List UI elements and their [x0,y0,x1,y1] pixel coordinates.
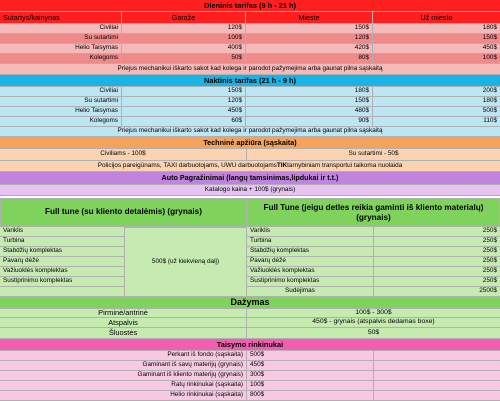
tune-left-price [124,227,247,297]
table-row [0,24,500,34]
price-cell: 120$ [246,34,373,43]
kit-label: Helio rinkinukai (sąskaita) [0,391,247,400]
list-item [247,237,500,247]
tune-part-label: Variklis [247,227,374,236]
kit-label: Ratų rinkinukai (sąskaita) [0,381,247,390]
inspection-title: Techninė apžiūra (sąskaita) [203,137,297,147]
price-cell: 180$ [482,97,497,105]
table-row [0,328,500,339]
row-label: Helio Taisymas [0,44,122,53]
tune-left-title [0,198,247,227]
paint-title: Dažymas [230,297,270,307]
paint-item-price: 50$ [367,328,380,336]
list-item [247,227,500,237]
table-row [0,381,500,391]
row-label: Helio Taisymas [0,107,122,116]
kit-price: 800$ [247,391,374,400]
table-row [0,391,500,401]
inspection-note-emphasis: TIK [276,161,288,169]
price-cell: 100$ [122,34,246,43]
table-row [0,371,500,381]
kit-price: 450$ [247,361,374,370]
price-cell: 150$ [246,24,373,33]
header-city: Mieste [246,12,373,23]
price-cell: 420$ [246,44,373,53]
list-item [247,287,500,297]
tune-right-title [247,198,500,227]
row-label: Civiliai [0,24,122,33]
tune-part-price: 250$ [482,277,497,285]
paint-item-label: Atspalvis [0,318,247,327]
table-row [0,309,500,318]
list-item [0,267,124,277]
price-cell: 180$ [482,24,497,32]
inspection-note-after: tarnybiniam transportui taikoma nuolaida [287,161,403,169]
tune-part-price: 250$ [482,267,497,275]
inspection-price-row [0,149,500,161]
empty-cell [374,391,500,400]
list-item [247,267,500,277]
price-cell: 120$ [122,24,246,33]
empty-cell [374,361,500,370]
tune-part-label: Sustiprinimo komplektas [3,277,73,285]
row-label: Kolegoms [0,117,122,126]
tune-part-label: Turbina [247,237,374,246]
kit-price: 100$ [247,381,374,390]
kits-title: Taisymo rinkinukai [216,339,284,349]
empty-cell [374,371,500,380]
tune-part-label: Sudėjimas [247,287,374,296]
row-label: Civiliai [0,87,122,96]
list-item [0,277,124,287]
price-cell: 150$ [482,34,497,42]
row-label: Su sutartimi [0,34,122,43]
kit-price: 500$ [247,351,374,360]
list-item [0,257,124,267]
kit-label: Perkant iš fondo (sąskaita) [0,351,247,360]
table-row [0,361,500,371]
tune-part-price: 2500$ [479,287,497,295]
table-row [0,117,500,127]
paint-item-price: 450$ - grynais (atspalvis dedamas boxe) [312,318,435,326]
list-item [247,277,500,287]
day-note-row [0,64,500,75]
inspection-note-row [0,161,500,172]
night-title: Naktinis tarifas (21 h - 9 h) [204,75,296,85]
auto-price: Katalogo kaina + 100$ (grynais) [204,185,296,193]
tune-part-price: 250$ [482,237,497,245]
inspection-note-before: Policijos pareigūnams, TAXI darbuotojams, UWU darbuotojams [97,161,277,169]
auto-price-row [0,185,500,196]
empty-cell [374,351,500,360]
list-item [0,237,124,247]
kit-label: Gaminant iš kliento materijų (grynais) [0,371,247,380]
night-note-row [0,127,500,137]
table-row [0,54,500,64]
tune-part-price: 250$ [482,257,497,265]
tune-left-title-text: Full tune (su kliento detalėmis) (grynais) [45,207,202,217]
tune-part-label: Pavarų dėžė [247,257,374,266]
price-cell: 480$ [246,107,373,116]
price-cell: 90$ [246,117,373,126]
paint-item-label: Pirminė/antrinė [0,309,247,317]
inspection-note [0,161,500,171]
tune-part-label: Važiuoklės komplektas [247,267,374,276]
header-garage: Garaže [122,12,246,23]
day-title-row [0,0,500,12]
tune-part-price: 250$ [482,247,497,255]
table-row [0,318,500,328]
list-item [0,227,124,237]
day-note: Priejus mechanikui iškarto sakot kad kolega ir parodot pažymejima arba gaunat pilna sąskaitą [117,64,383,72]
day-title: Dieninis tarifas (9 h - 21 h) [204,0,296,10]
price-cell: 80$ [246,54,373,63]
price-cell: 120$ [122,97,246,106]
price-cell: 450$ [122,107,246,116]
table-row [0,44,500,54]
table-row [0,87,500,97]
kits-title-row [0,339,500,351]
table-row [0,107,500,117]
kit-price: 300$ [247,371,374,380]
paint-item-label: Šluostės [0,328,247,338]
day-header-row [0,12,500,24]
list-item-empty [0,287,124,297]
empty-cell [374,381,500,390]
inspection-title-row [0,137,500,149]
tune-part-label: Stabdžių komplektas [3,247,62,255]
tune-part-label: Pavarų dėžė [3,257,39,265]
tune-part-price: 250$ [482,227,497,235]
table-row [0,97,500,107]
empty-cell [0,287,124,296]
table-row [0,351,500,361]
tune-left-price-text: 500$ (už kiekvieną dalį) [151,257,220,265]
header-contracts: Sutartys/kainynas [0,12,122,23]
price-cell: 150$ [246,97,373,106]
list-item [0,247,124,257]
tune-part-label: Turbina [3,237,25,245]
tune-part-label: Sustiprinimo komplektas [247,277,374,286]
list-item [247,247,500,257]
inspection-civil-price: Civiliams - 100$ [0,149,247,160]
tune-part-label: Važiuoklės komplektas [3,267,68,275]
auto-title-row [0,172,500,185]
price-cell: 180$ [246,87,373,96]
paint-title-row [0,297,500,309]
price-cell: 60$ [122,117,246,126]
night-title-row [0,75,500,87]
night-note: Priejus mechanikui iškarto sakot kad kolega ir parodot pažymejima arba gaunat pilna sąskaitą [117,127,383,135]
inspection-contract-price: Su sutartimi - 50$ [348,150,399,158]
tune-part-label: Variklis [3,227,24,235]
row-label: Kolegoms [0,54,122,63]
row-label: Su sutartimi [0,97,122,106]
price-cell: 200$ [482,87,497,95]
price-cell: 150$ [122,87,246,96]
header-outside-city: Už miesto [420,12,453,22]
price-cell: 500$ [482,107,497,115]
paint-item-price: 100$ - 300$ [355,309,392,316]
auto-title: Auto Pagražinimai (langų tamsinimas,lipdukai ir t.t.) [161,173,339,183]
price-cell: 50$ [122,54,246,63]
price-cell: 110$ [483,117,497,125]
price-cell: 400$ [122,44,246,53]
price-cell: 100$ [482,54,497,62]
list-item [247,257,500,267]
tune-right-title-text: Full Tune (jeigu detles reikia gaminti iš kliento materialų) (grynais) [263,202,484,222]
price-cell: 450$ [482,44,497,52]
kit-label: Gaminant iš savų materijų (grynais) [0,361,247,370]
table-row [0,34,500,44]
tune-part-label: Stabdžių komplektas [247,247,374,256]
